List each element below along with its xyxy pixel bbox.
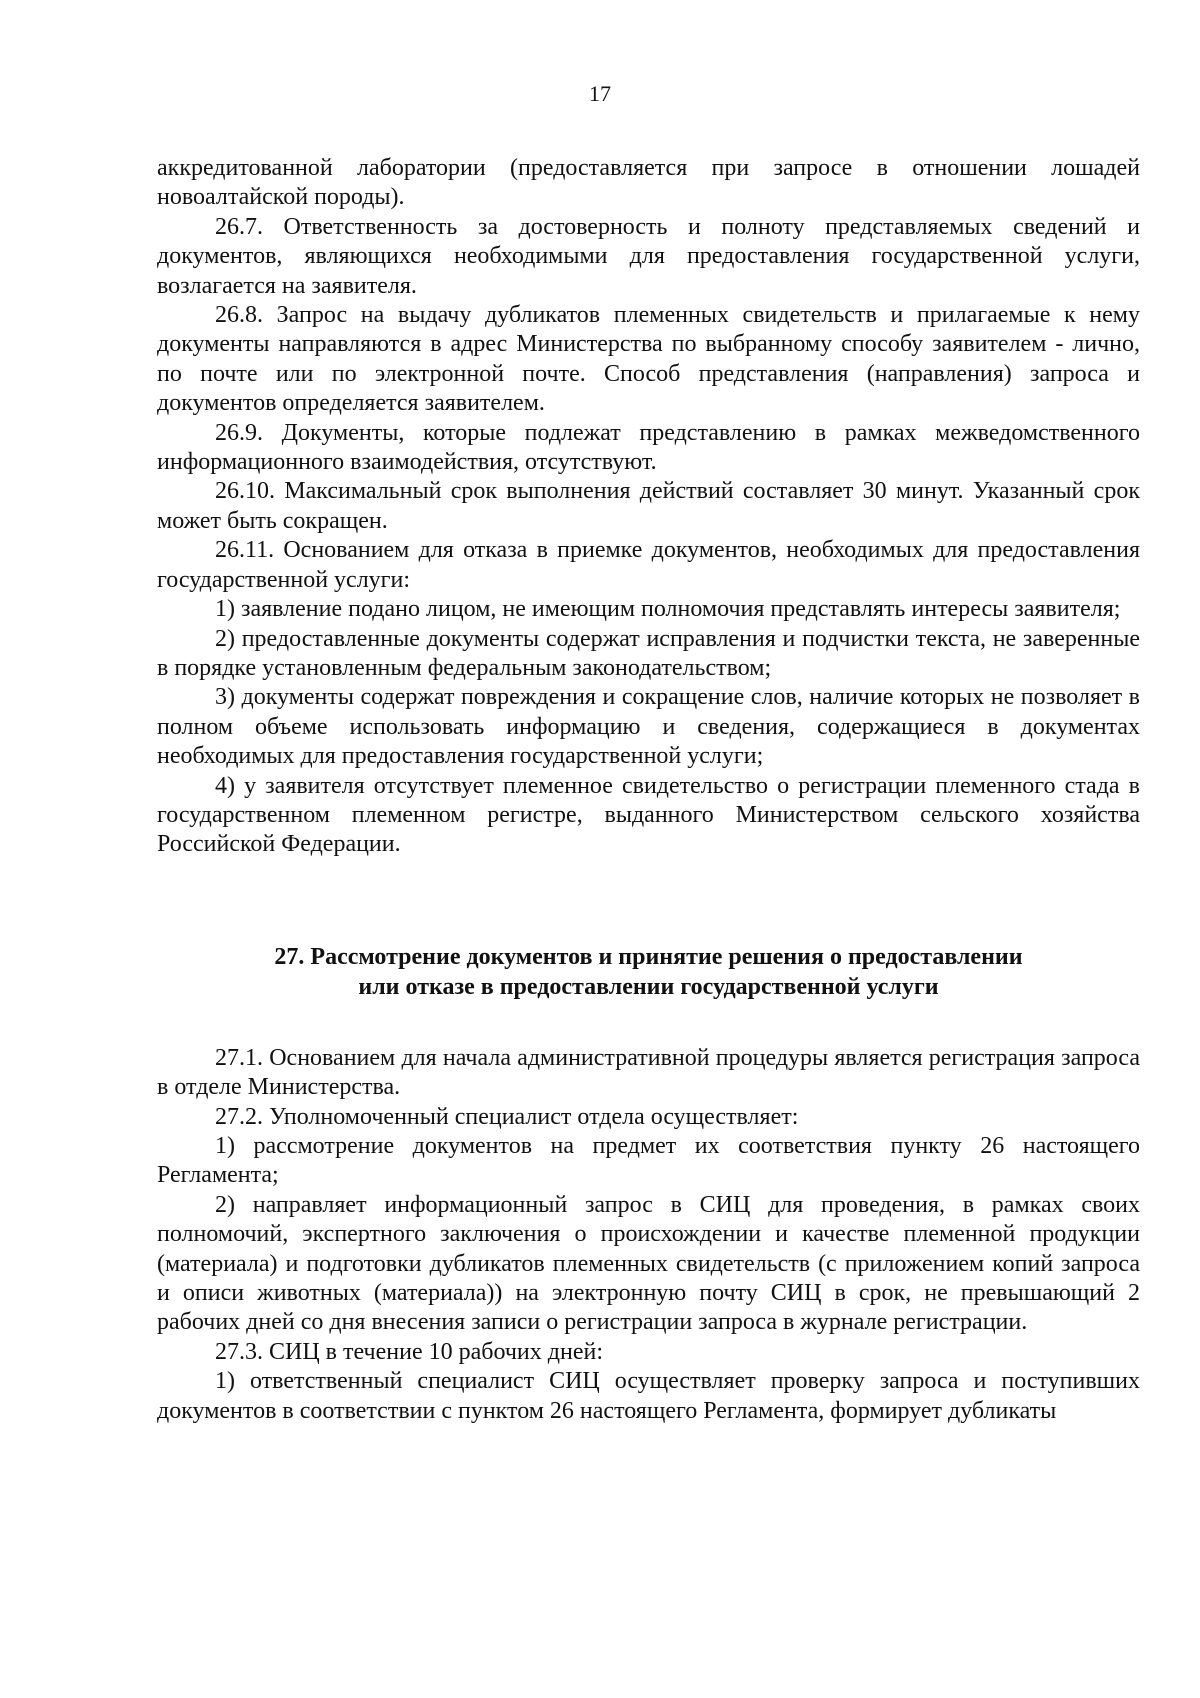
section-gap bbox=[157, 860, 1140, 942]
document-body bbox=[157, 154, 1140, 1426]
paragraph-26-7: 26.7. Ответственность за достоверность и полноту представляемых сведений и документов, являющихся необходимыми для предоставления государственной услуги, возлагается на заявителя. bbox=[157, 213, 1140, 299]
paragraph-26-11: 26.11. Основанием для отказа в приемке документов, необходимых для предоставления государственной услуги: bbox=[157, 537, 1140, 593]
list-item-26-11-1: 1) заявление подано лицом, не имеющим полномочия представлять интересы заявителя; bbox=[215, 596, 1121, 623]
page-number: 17 bbox=[589, 81, 611, 106]
paragraph-26-9: 26.9. Документы, которые подлежат представлению в рамках межведомственного информационного взаимодействия, отсутствуют. bbox=[157, 419, 1140, 476]
paragraph-27-1: 27.1. Основанием для начала административной процедуры является регистрация запроса в отделе Министерства. bbox=[157, 1044, 1140, 1101]
heading-line-1: 27. Рассмотрение документов и принятие решения о предоставлении bbox=[274, 943, 1023, 970]
paragraph-26-8: 26.8. Запрос на выдачу дубликатов племенных свидетельств и прилагаемые к нему документы направляются в адрес Министерства по выбранному способу заявителем - лично, по почте или по электронной почте. Способ представления (направления) запроса и документов определяется заявителем. bbox=[157, 302, 1140, 417]
paragraph-continuation: аккредитованной лаборатории (предоставляется при запросе в отношении лошадей новоалтайской породы). bbox=[157, 155, 1140, 211]
paragraph-26-10: 26.10. Максимальный срок выполнения действий составляет 30 минут. Указанный срок может быть сокращен. bbox=[157, 478, 1140, 534]
list-item-27-3-1: 1) ответственный специалист СИЦ осуществляет проверку запроса и поступивших документов в соответствии с пунктом 26 настоящего Регламента, формирует дубликаты bbox=[157, 1368, 1140, 1424]
list-item-26-11-3: 3) документы содержат повреждения и сокращение слов, наличие которых не позволяет в полном объеме использовать информацию и сведения, содержащиеся в документах необходимых для предоставления государственной услуги; bbox=[157, 684, 1140, 770]
section-heading-27 bbox=[157, 942, 1140, 1002]
list-item-27-2-2: 2) направляет информационный запрос в СИЦ для проведения, в рамках своих полномочий, экспертного заключения о происхождении и качестве племенной продукции (материала) и подготовки дубликатов племенных свидетельств (с приложением копий запроса и описи животных (материала)) на электронную почту СИЦ в срок, не превышающий 2 рабочих дней со дня внесения записи о регистрации запроса в журнале регистрации. bbox=[157, 1191, 1140, 1336]
paragraph-27-2: 27.2. Уполномоченный специалист отдела осуществляет: bbox=[215, 1103, 799, 1130]
paragraph-27-3: 27.3. СИЦ в течение 10 рабочих дней: bbox=[215, 1338, 603, 1365]
heading-gap bbox=[157, 1002, 1140, 1044]
heading-line-2: или отказе в предоставлении государственной услуги bbox=[358, 973, 939, 1000]
list-item-27-2-1: 1) рассмотрение документов на предмет их соответствия пункту 26 настоящего Регламента; bbox=[157, 1132, 1140, 1189]
list-item-26-11-2: 2) предоставленные документы содержат исправления и подчистки текста, не заверенные в порядке установленным федеральным законодательством; bbox=[157, 625, 1140, 681]
list-item-26-11-4: 4) у заявителя отсутствует племенное свидетельство о регистрации племенного стада в государственном племенном регистре, выданного Министерством сельского хозяйства Российской Федерации. bbox=[157, 772, 1140, 858]
